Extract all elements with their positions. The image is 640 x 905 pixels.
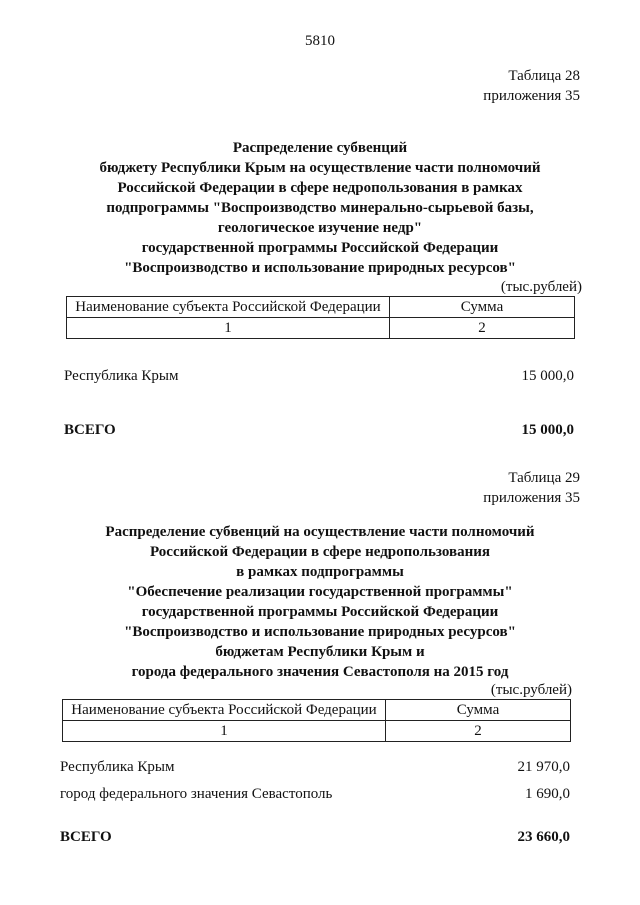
column-number-1: 1 xyxy=(67,318,390,339)
table29-title xyxy=(60,522,580,682)
table28-ref-line1: Таблица 28 xyxy=(508,68,580,84)
table29-unit: (тыс.рублей) xyxy=(490,682,572,698)
row-value: 21 970,0 xyxy=(517,759,570,775)
title-line: "Воспроизводство и использование природных ресурсов" xyxy=(124,624,516,640)
table28-title xyxy=(60,138,580,278)
total-value: 23 660,0 xyxy=(517,829,570,845)
title-line: геологическое изучение недр" xyxy=(217,220,423,236)
title-line: бюджетам Республики Крым и xyxy=(215,644,425,660)
title-line: города федерального значения Севастополя на 2015 год xyxy=(131,664,509,680)
title-line: государственной программы Российской Федерации xyxy=(141,240,499,256)
column-header-name: Наименование субъекта Российской Федерации xyxy=(63,700,386,721)
table29-total-row xyxy=(60,829,570,849)
table29-reference xyxy=(483,468,580,508)
row-value: 1 690,0 xyxy=(525,786,570,802)
row-name: город федерального значения Севастополь xyxy=(60,786,333,802)
table29-row xyxy=(60,759,570,779)
title-line: государственной программы Российской Федерации xyxy=(141,604,499,620)
title-line: "Воспроизводство и использование природных ресурсов" xyxy=(124,260,516,276)
column-number-2: 2 xyxy=(386,721,571,742)
title-line: Российской Федерации в сфере недропользования в рамках xyxy=(117,180,523,196)
table29-number-row xyxy=(63,721,571,742)
table28-header-table xyxy=(66,296,575,339)
title-line: Распределение субвенций на осуществление части полномочий xyxy=(105,524,535,540)
table28-reference xyxy=(483,66,580,106)
column-number-1: 1 xyxy=(63,721,386,742)
table29-header-row xyxy=(63,700,571,721)
table28-header-row xyxy=(67,297,575,318)
column-number-2: 2 xyxy=(390,318,575,339)
row-value: 15 000,0 xyxy=(521,368,574,384)
table28-number-row xyxy=(67,318,575,339)
table29-ref-line1: Таблица 29 xyxy=(508,470,580,486)
title-line: бюджету Республики Крым на осуществление части полномочий xyxy=(99,160,541,176)
column-header-sum: Сумма xyxy=(386,700,571,721)
table28-ref-line2: приложения 35 xyxy=(483,88,580,104)
title-line: в рамках подпрограммы xyxy=(236,564,404,580)
total-value: 15 000,0 xyxy=(521,422,574,438)
column-header-sum: Сумма xyxy=(390,297,575,318)
column-header-name: Наименование субъекта Российской Федерации xyxy=(67,297,390,318)
total-label: ВСЕГО xyxy=(60,829,112,845)
table29-row xyxy=(60,786,570,806)
table29-ref-line2: приложения 35 xyxy=(483,490,580,506)
table29-header-table xyxy=(62,699,571,742)
table28-unit: (тыс.рублей) xyxy=(500,279,582,295)
page-number: 5810 xyxy=(305,33,335,49)
row-name: Республика Крым xyxy=(64,368,179,384)
title-line: "Обеспечение реализации государственной программы" xyxy=(127,584,513,600)
title-line: подпрограммы "Воспроизводство минерально-сырьевой базы, xyxy=(106,200,534,216)
title-line: Российской Федерации в сфере недропользования xyxy=(150,544,490,560)
row-name: Республика Крым xyxy=(60,759,175,775)
table28-total-row xyxy=(64,422,574,442)
total-label: ВСЕГО xyxy=(64,422,116,438)
title-line: Распределение субвенций xyxy=(232,140,408,156)
table28-row xyxy=(64,368,574,388)
